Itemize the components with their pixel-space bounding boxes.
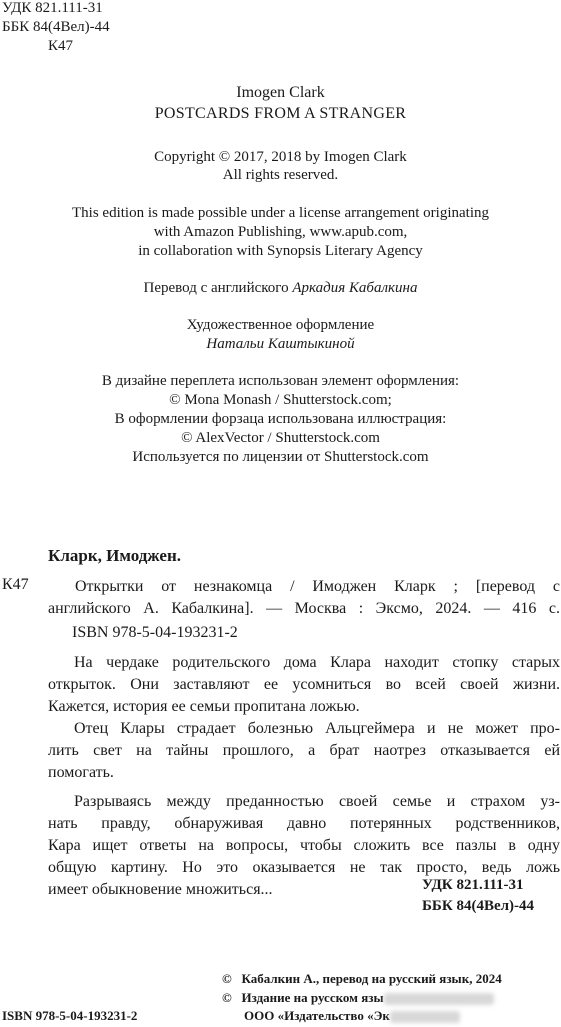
illustration-credit-2: © Mona Monash / Shutterstock.com;	[169, 392, 392, 408]
bbk-code: ББК 84(4Вел)-44	[2, 19, 110, 35]
annotation-p1-line2: открыток. Они заставляют ее усомниться во всей своей жизни.	[48, 676, 560, 693]
copyright-translation-text: Кабалкин А., перевод на русский язык, 2024	[241, 971, 502, 986]
author-sign: К47	[48, 38, 74, 54]
illustration-credit-4: © AlexVector / Shutterstock.com	[181, 430, 380, 446]
illustration-credit-1: В дизайне переплета использован элемент оформления:	[101, 373, 460, 389]
catalog-heading: Кларк, Имоджен.	[48, 546, 181, 565]
udk-code: УДК 821.111-31	[2, 0, 103, 16]
footer-udk: УДК 821.111-31	[422, 877, 524, 893]
copyright-edition	[222, 990, 494, 1006]
annotation-p3-line5: имеет обыкновение множиться...	[48, 881, 273, 898]
annotation-p2-line2: лить свет на тайны прошлого, а брат наотрез отказывается ей	[48, 742, 560, 759]
catalog-sign: К47	[2, 576, 29, 593]
copyright-symbol: ©	[222, 971, 232, 986]
annotation-p3-line4: общую картину. Но это оказывается не так просто, ведь ложь	[48, 859, 560, 876]
translation-credit	[0, 280, 561, 297]
bottom-isbn: ISBN 978-5-04-193231-2	[2, 1008, 138, 1023]
blurred-text	[384, 993, 494, 1005]
annotation-p1-line1: На чердаке родительского дома Клара находит стопку старых	[74, 654, 560, 671]
annotation-p3-line2: нать правду, обнаруживая давно потерянных родственников,	[48, 815, 560, 832]
art-credit-name: Натальи Каштыкиной	[206, 336, 355, 352]
copyright-translation	[222, 971, 502, 987]
copyright-line: Copyright © 2017, 2018 by Imogen Clark	[154, 149, 407, 165]
copyright-publisher-text: ООО «Издательство «Эк	[244, 1008, 390, 1023]
annotation-p2-line3: помогать.	[48, 764, 114, 781]
blurred-text	[390, 1011, 460, 1023]
catalog-line-2: английского А. Кабалкина]. — Москва : Эксмо, 2024. — 416 с.	[48, 600, 560, 617]
footer-bbk: ББК 84(4Вел)-44	[422, 898, 535, 914]
original-title: POSTCARDS FROM A STRANGER	[154, 105, 407, 122]
rights-line: All rights reserved.	[222, 167, 339, 183]
catalog-line-1: Открытки от незнакомца / Имоджен Кларк ; [перевод с	[75, 578, 560, 595]
catalog-isbn: ISBN 978-5-04-193231-2	[72, 624, 238, 641]
copyright-publisher	[244, 1008, 460, 1024]
license-line-1: This edition is made possible under a license arrangement originating	[72, 205, 489, 221]
license-line-3: in collaboration with Synopsis Literary Agency	[138, 243, 423, 259]
translator-name: Аркадия Кабалкина	[292, 280, 418, 296]
original-author: Imogen Clark	[236, 84, 325, 101]
license-line-2: with Amazon Publishing, www.apub.com,	[153, 224, 408, 240]
annotation-p2-line1: Отец Клары страдает болезнью Альцгеймера и не может про-	[74, 720, 560, 737]
annotation-p1-line3: Кажется, история ее семьи пропитана ложью.	[48, 698, 360, 715]
annotation-p3-line3: Кара ищет ответы на вопросы, чтобы сложить все пазлы в одну	[48, 837, 560, 854]
illustration-credit-5: Используется по лицензии от Shutterstock.com	[132, 449, 429, 465]
illustration-credit-3: В оформлении форзаца использована иллюстрация:	[114, 411, 447, 427]
art-credit-label: Художественное оформление	[186, 317, 375, 333]
copyright-edition-text: Издание на русском язы	[241, 990, 384, 1005]
copyright-symbol: ©	[222, 990, 232, 1005]
translation-prefix: Перевод с английского	[143, 280, 289, 296]
annotation-p3-line1: Разрываясь между преданностью своей семье и страхом уз-	[74, 793, 560, 810]
